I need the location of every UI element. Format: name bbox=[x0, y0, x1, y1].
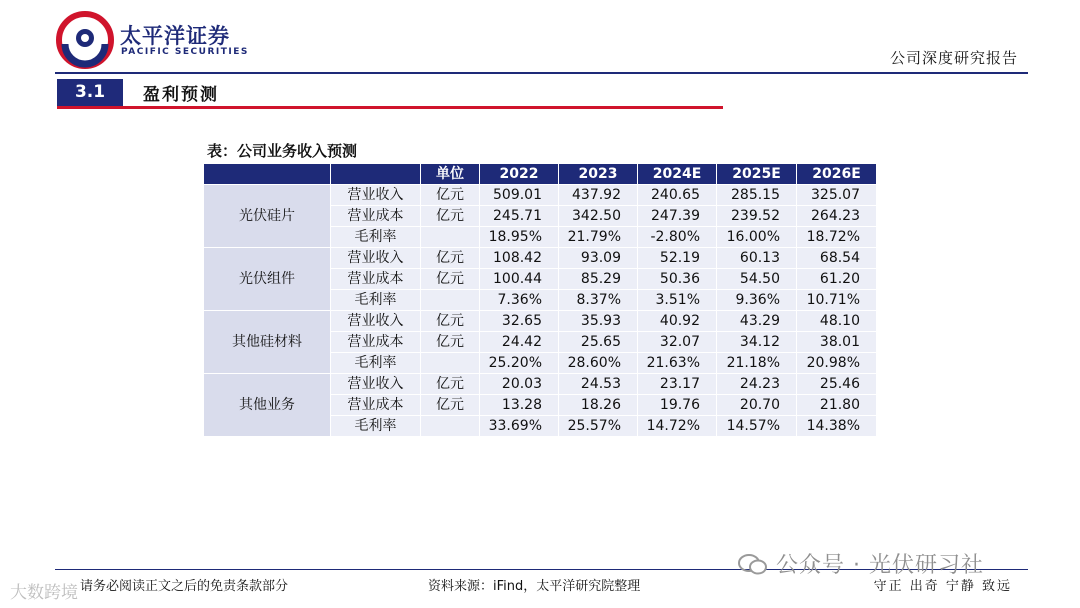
metric-cell: 营业收入 bbox=[331, 248, 421, 269]
unit-cell: 亿元 bbox=[421, 311, 480, 332]
header-cell-year: 2026E bbox=[797, 164, 877, 185]
value-cell: 32.65 bbox=[480, 311, 559, 332]
value-cell: 24.42 bbox=[480, 332, 559, 353]
brand-name-cn: 太平洋证券 bbox=[120, 24, 230, 48]
value-cell: 54.50 bbox=[717, 269, 797, 290]
value-cell: 28.60% bbox=[559, 353, 638, 374]
value-cell: 10.71% bbox=[797, 290, 877, 311]
footer-source: 资料来源：iFind，太平洋研究院整理 bbox=[428, 579, 641, 594]
value-cell: 245.71 bbox=[480, 206, 559, 227]
unit-cell: 亿元 bbox=[421, 395, 480, 416]
value-cell: 32.07 bbox=[638, 332, 717, 353]
value-cell: 93.09 bbox=[559, 248, 638, 269]
header-cell-year: 2025E bbox=[717, 164, 797, 185]
header-cell-year: 2023 bbox=[559, 164, 638, 185]
value-cell: 13.28 bbox=[480, 395, 559, 416]
watermark-right: 公众号 · 光伏研习社 bbox=[776, 553, 984, 578]
metric-cell: 营业收入 bbox=[331, 374, 421, 395]
segment-name-cell: 光伏硅片 bbox=[204, 185, 331, 248]
value-cell: 108.42 bbox=[480, 248, 559, 269]
unit-cell bbox=[421, 353, 480, 374]
value-cell: 24.23 bbox=[717, 374, 797, 395]
value-cell: 18.72% bbox=[797, 227, 877, 248]
value-cell: 21.18% bbox=[717, 353, 797, 374]
header-cell bbox=[331, 164, 421, 185]
metric-cell: 营业成本 bbox=[331, 395, 421, 416]
value-cell: 25.20% bbox=[480, 353, 559, 374]
value-cell: 21.80 bbox=[797, 395, 877, 416]
table-row bbox=[204, 374, 877, 395]
metric-cell: 毛利率 bbox=[331, 290, 421, 311]
value-cell: 34.12 bbox=[717, 332, 797, 353]
unit-cell: 亿元 bbox=[421, 332, 480, 353]
section-number: 3.1 bbox=[57, 79, 123, 106]
header-cell-year: 2022 bbox=[480, 164, 559, 185]
unit-cell bbox=[421, 290, 480, 311]
unit-cell: 亿元 bbox=[421, 206, 480, 227]
wechat-icon bbox=[738, 553, 768, 575]
header-cell bbox=[204, 164, 331, 185]
value-cell: 14.57% bbox=[717, 416, 797, 437]
unit-cell bbox=[421, 227, 480, 248]
value-cell: 325.07 bbox=[797, 185, 877, 206]
metric-cell: 营业成本 bbox=[331, 332, 421, 353]
segment-name-cell: 光伏组件 bbox=[204, 248, 331, 311]
value-cell: 16.00% bbox=[717, 227, 797, 248]
revenue-forecast-table bbox=[203, 163, 877, 437]
value-cell: 21.79% bbox=[559, 227, 638, 248]
value-cell: 33.69% bbox=[480, 416, 559, 437]
table-header-row bbox=[204, 164, 877, 185]
value-cell: 264.23 bbox=[797, 206, 877, 227]
value-cell: 19.76 bbox=[638, 395, 717, 416]
value-cell: 14.72% bbox=[638, 416, 717, 437]
metric-cell: 营业成本 bbox=[331, 269, 421, 290]
value-cell: 18.26 bbox=[559, 395, 638, 416]
metric-cell: 营业收入 bbox=[331, 185, 421, 206]
metric-cell: 毛利率 bbox=[331, 227, 421, 248]
value-cell: 38.01 bbox=[797, 332, 877, 353]
value-cell: 14.38% bbox=[797, 416, 877, 437]
unit-cell: 亿元 bbox=[421, 269, 480, 290]
value-cell: 40.92 bbox=[638, 311, 717, 332]
table-row bbox=[204, 311, 877, 332]
unit-cell: 亿元 bbox=[421, 374, 480, 395]
value-cell: 35.93 bbox=[559, 311, 638, 332]
value-cell: 285.15 bbox=[717, 185, 797, 206]
value-cell: 25.46 bbox=[797, 374, 877, 395]
value-cell: 8.37% bbox=[559, 290, 638, 311]
value-cell: 20.70 bbox=[717, 395, 797, 416]
metric-cell: 营业收入 bbox=[331, 311, 421, 332]
value-cell: 239.52 bbox=[717, 206, 797, 227]
table-row bbox=[204, 185, 877, 206]
value-cell: 50.36 bbox=[638, 269, 717, 290]
value-cell: 60.13 bbox=[717, 248, 797, 269]
value-cell: 23.17 bbox=[638, 374, 717, 395]
unit-cell: 亿元 bbox=[421, 248, 480, 269]
segment-name-cell: 其他硅材料 bbox=[204, 311, 331, 374]
header-cell-year: 2024E bbox=[638, 164, 717, 185]
unit-cell bbox=[421, 416, 480, 437]
footer-motto: 守正 出奇 宁静 致远 bbox=[873, 579, 1012, 594]
value-cell: 509.01 bbox=[480, 185, 559, 206]
unit-cell: 亿元 bbox=[421, 185, 480, 206]
value-cell: 18.95% bbox=[480, 227, 559, 248]
value-cell: -2.80% bbox=[638, 227, 717, 248]
value-cell: 342.50 bbox=[559, 206, 638, 227]
table-caption: 表：公司业务收入预测 bbox=[207, 142, 358, 160]
section-title: 盈利预测 bbox=[143, 85, 219, 105]
value-cell: 61.20 bbox=[797, 269, 877, 290]
table-body bbox=[204, 185, 877, 437]
metric-cell: 毛利率 bbox=[331, 416, 421, 437]
value-cell: 100.44 bbox=[480, 269, 559, 290]
metric-cell: 营业成本 bbox=[331, 206, 421, 227]
value-cell: 247.39 bbox=[638, 206, 717, 227]
brand-name-en: PACIFIC SECURITIES bbox=[121, 47, 249, 57]
value-cell: 24.53 bbox=[559, 374, 638, 395]
report-type: 公司深度研究报告 bbox=[889, 49, 1018, 67]
value-cell: 48.10 bbox=[797, 311, 877, 332]
value-cell: 21.63% bbox=[638, 353, 717, 374]
value-cell: 68.54 bbox=[797, 248, 877, 269]
header-cell-unit: 单位 bbox=[421, 164, 480, 185]
value-cell: 9.36% bbox=[717, 290, 797, 311]
value-cell: 52.19 bbox=[638, 248, 717, 269]
value-cell: 3.51% bbox=[638, 290, 717, 311]
section-underline bbox=[57, 106, 723, 109]
value-cell: 20.98% bbox=[797, 353, 877, 374]
value-cell: 85.29 bbox=[559, 269, 638, 290]
pacific-securities-logo-icon bbox=[55, 10, 115, 70]
value-cell: 20.03 bbox=[480, 374, 559, 395]
value-cell: 25.57% bbox=[559, 416, 638, 437]
header-divider bbox=[55, 72, 1028, 74]
segment-name-cell: 其他业务 bbox=[204, 374, 331, 437]
table-row bbox=[204, 248, 877, 269]
metric-cell: 毛利率 bbox=[331, 353, 421, 374]
value-cell: 437.92 bbox=[559, 185, 638, 206]
value-cell: 25.65 bbox=[559, 332, 638, 353]
value-cell: 43.29 bbox=[717, 311, 797, 332]
value-cell: 7.36% bbox=[480, 290, 559, 311]
value-cell: 240.65 bbox=[638, 185, 717, 206]
footer-disclaimer: 请务必阅读正文之后的免责条款部分 bbox=[80, 579, 289, 594]
watermark-left: 大数跨境 bbox=[10, 583, 78, 603]
